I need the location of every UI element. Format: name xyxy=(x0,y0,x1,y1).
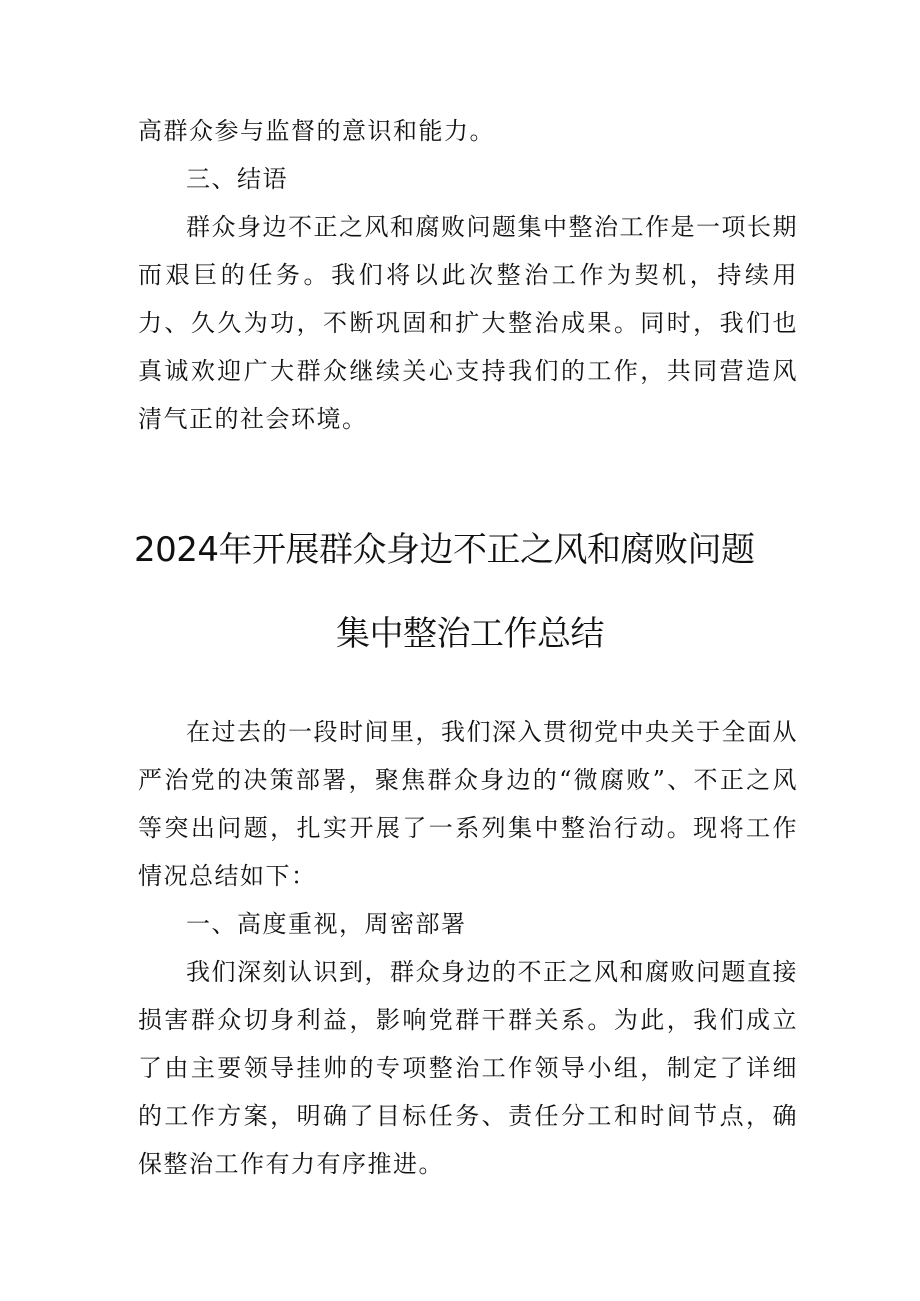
paragraph-intro: 在过去的一段时间里，我们深入贯彻党中央关于全面从严治党的决策部署，聚焦群众身边的“微腐败”、不正之风等突出问题，扎实开展了一系列集中整治行动。现将工作情况总结如下： xyxy=(138,718,798,890)
section-heading-1: 一、高度重视，周密部署 xyxy=(186,910,467,938)
paragraph-section-1: 我们深刻认识到，群众身边的不正之风和腐败问题直接损害群众切身利益，影响党群干群关系。为此，我们成立了由主要领导挂帅的专项整治工作领导小组，制定了详细的工作方案，明确了目标任务、责任分工和时间节点，确保整治工作有力有序推进。 xyxy=(138,958,798,1178)
section-heading-conclusion: 三、结语 xyxy=(186,165,288,193)
paragraph-tail: 高群众参与监督的意识和能力。 xyxy=(138,117,495,145)
document-title-line-1: 2024年开展群众身边不正之风和腐败问题 xyxy=(134,530,755,570)
paragraph-conclusion: 群众身边不正之风和腐败问题集中整治工作是一项长期而艰巨的任务。我们将以此次整治工作为契机，持续用力、久久为功，不断巩固和扩大整治成果。同时，我们也真诚欢迎广大群众继续关心支持我们的工作，共同营造风清气正的社会环境。 xyxy=(138,213,798,433)
document-title-line-2: 集中整治工作总结 xyxy=(336,614,604,654)
